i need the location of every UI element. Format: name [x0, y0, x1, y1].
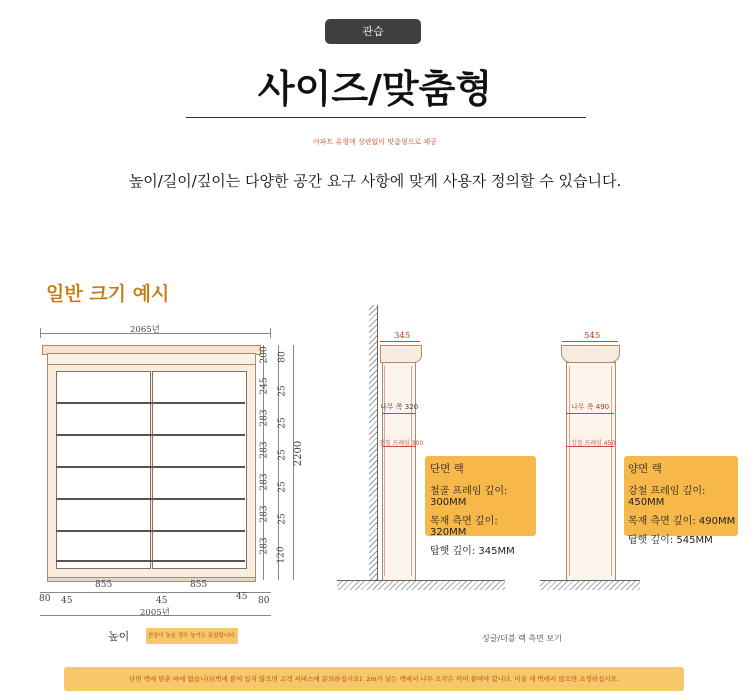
wall-hatch	[369, 305, 377, 583]
height-dim: 200	[259, 346, 270, 364]
top-width-label: 2065년	[130, 325, 160, 335]
single-info-title: 단면 랙	[430, 463, 464, 475]
height-dim: 283	[259, 441, 270, 459]
section-title: 일반 크기 예시	[46, 283, 170, 305]
double-info-box	[624, 456, 738, 546]
side-inner	[411, 366, 412, 576]
bottom-dim: 80	[39, 594, 51, 604]
shelf	[56, 466, 245, 468]
front-view-label: 높이	[108, 630, 130, 643]
wood-dim-line	[566, 413, 614, 414]
shelf	[56, 560, 245, 562]
page-title: 사이즈/맞춤형	[257, 67, 493, 111]
wall-line	[377, 305, 378, 583]
bottom-width-label: 2005년	[140, 608, 170, 618]
door-width-right: 855	[190, 580, 208, 590]
wood-dim-line	[382, 413, 416, 414]
height-dim-outer: 25	[277, 449, 288, 461]
floor-hatch	[337, 581, 505, 590]
height-dim-line-outer	[278, 345, 279, 580]
double-info-line: 탑햇 깊이: 545MM	[628, 535, 713, 546]
title-divider	[186, 117, 586, 118]
right-door	[152, 371, 247, 569]
shelf	[56, 530, 245, 532]
sub-note: 아파트 유형에 상관없이 맞춤형으로 제공	[313, 138, 437, 146]
side-inner	[569, 366, 570, 576]
description: 높이/길이/깊이는 다양한 공간 요구 사항에 맞게 사용자 정의할 수 있습니다.	[128, 172, 622, 190]
height-dim-outer: 25	[277, 513, 288, 525]
height-dim-outer: 80	[277, 351, 288, 363]
footer-note: 단면 랙에 맞춘 바에 없습니다(벽에 붙여 있지 않으면 고객 서비스에 문의하십시오). 2m가 넘는 랙에서 나무 조각은 이어 붙여야 합니다. 미술 세 벽에서 않으면 조정하십시오.	[64, 667, 684, 691]
bottom-dim: 45	[61, 596, 73, 606]
height-dim: 283	[259, 473, 270, 491]
single-steel-label: 강철 프레임 300	[379, 440, 424, 447]
single-info-box	[425, 456, 536, 557]
single-info-line: 탑햇 깊이: 345MM	[430, 546, 515, 557]
single-info-line: 철골 프레임 깊이: 300MM	[430, 486, 508, 508]
shelf	[56, 498, 245, 500]
height-dim: 283	[259, 409, 270, 427]
cabinet-base	[47, 577, 256, 582]
height-dim-outer: 25	[277, 385, 288, 397]
door-width-left: 855	[95, 580, 113, 590]
bottom-dim: 80	[258, 596, 270, 606]
height-dim-outer: 25	[277, 417, 288, 429]
side-crown	[380, 345, 422, 363]
bottom-dim: 45	[156, 596, 168, 606]
left-door	[56, 371, 151, 569]
shelf	[56, 402, 245, 404]
double-info-line: 강철 프레임 깊이: 450MM	[628, 486, 706, 508]
double-info-title: 양면 랙	[628, 463, 662, 475]
side-body	[566, 362, 616, 582]
side-view-caption: 싱글/더블 랙 측면 보기	[482, 634, 562, 643]
height-dim: 245	[259, 377, 270, 395]
front-view-note: 천장이 높을 경우 높이는 동일합니다.	[146, 628, 238, 644]
bottom-dim: 45	[236, 592, 248, 602]
height-dim: 283	[259, 537, 270, 555]
top-dim-line	[562, 341, 618, 342]
total-height-label: 2200	[293, 440, 305, 467]
floor-hatch	[540, 581, 640, 590]
tick	[270, 328, 271, 338]
double-wood-label: 나무 쪽 490	[571, 403, 610, 411]
single-top-dim: 345	[394, 331, 411, 341]
height-dim: 283	[259, 505, 270, 523]
shelf	[56, 434, 245, 436]
category-tag: 관습	[325, 19, 421, 44]
side-inner	[611, 366, 612, 576]
height-dim-outer: 120	[276, 546, 287, 564]
double-steel-label: 강철 프레임 450	[571, 440, 616, 447]
side-crown	[561, 345, 620, 363]
tick	[40, 328, 41, 338]
height-dim-outer: 25	[277, 481, 288, 493]
single-wood-label: 나무 쪽 320	[380, 403, 419, 411]
double-info-line: 목재 측면 깊이: 490MM	[628, 516, 736, 527]
side-inner	[384, 366, 385, 576]
single-info-line: 목재 측면 깊이: 320MM	[430, 516, 498, 538]
top-dim-line	[380, 341, 420, 342]
double-top-dim: 545	[584, 331, 601, 341]
